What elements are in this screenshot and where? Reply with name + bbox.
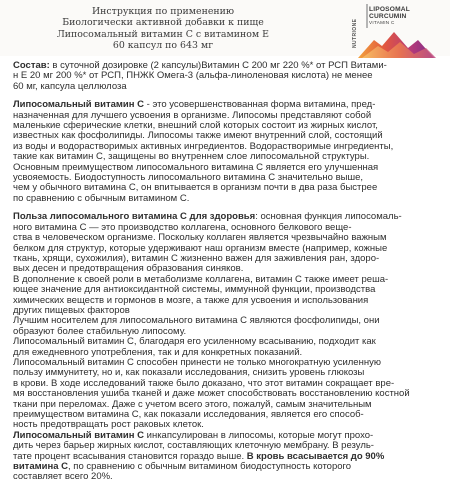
section-liposomal-intro [13, 100, 441, 204]
section2-line-1: : основная функция липосомаль- [255, 211, 402, 223]
composition-line-2: н Е 20 мг 200 %* от РСП, ПНЖК Омега-3 (альфа-линоленовая кислота) не менее [13, 70, 373, 82]
section3-line-1: инкапсулирован в липосомы, которые могут прохо- [144, 429, 374, 441]
section2-line-7: В дополнение к своей роли в метаболизме коллагена, витамин С также имеет реша- [13, 273, 389, 285]
section3-line-4a: витамина С [13, 461, 69, 473]
section1-line-6: такие как витамин С, защищены во внутреннем слое липосомальной структуры. [13, 151, 370, 163]
section1-line-4: известных как фосфолипиды. Липосомы также имеют внутренний слой, состоящий [13, 130, 383, 142]
section2-line-5: ткань, хрящи, сухожилия), витамин С жизненно важен для заживления ран, здоро- [13, 252, 380, 264]
section1-line-3: маленькие сферические клетки, внешний слой которых состоит из жирных кислот, [13, 120, 378, 132]
section1-line-5: из воды и водорастворимых активных ингредиентов. Водорастворимые ингредиенты, [13, 140, 394, 152]
section2-line-21: ность предотвращать рост раковых клеток. [13, 419, 204, 431]
section2-line-16: пользу иммунитету, но и, как показали исследования, снизить уровень глюкозы [13, 367, 365, 379]
section3-line-3b: В кровь всасывается до 90% [246, 450, 385, 462]
section2-line-12: образуют более стабильную липосому. [13, 325, 187, 337]
section1-line-10: по сравнению с обычным витамином С. [13, 192, 190, 204]
title-line-2: Биологически активной добавки к пище [62, 17, 264, 29]
brand-vertical-name: NUTRIONE [352, 18, 358, 48]
section2-line-11: Лучшим носителем для липосомального витамина С являются фосфолипиды, они [13, 315, 380, 327]
section1-line-7: Основным преимуществом липосомального витамина С является его улучшенная [13, 161, 379, 173]
section2-line-14: для ежедневного употребления, так и для конкретных показаний. [13, 346, 303, 358]
brand-vitamin-text: VITAMIN C [369, 20, 395, 25]
brand-curcumin-text: CURCUMIN [369, 13, 407, 20]
section2-line-20: преимуществом витамина С, как показали исследования, является его способ- [13, 409, 364, 420]
section2-line-4: белком для структур, которые удерживают наш организм вместе (например, кожные [13, 242, 388, 254]
section2-line-19: ткани при переломах. Даже с учетом всего этого, пожалуй, самым значительным [13, 398, 372, 410]
section2-line-10: других пищевых факторов [13, 304, 130, 316]
section2-line-9: химических веществ и гормонов в мозге, а также для усвоения и использования [13, 294, 369, 306]
section1-line-2: назначенная для лучшего усвоения в организме. Липосомы представляют собой [13, 109, 372, 121]
section2-line-17: в крови. В ходе исследований также было доказано, что этот витамин сокращает вре- [13, 377, 395, 389]
section2-line-3: ства в человеческом организме. Поскольку коллаген является чрезвычайно важным [13, 232, 387, 244]
title-line-1: Инструкция по применению [91, 6, 235, 17]
section3-title: Липосомальный витамин С [13, 429, 144, 441]
section2-line-6: вых десен и предотвращения образования синяков. [13, 263, 244, 275]
composition-line-1: в суточной дозировке (2 капсулы)Витамин С 200 мг 220 %* от РСП Витами- [49, 60, 387, 71]
section2-line-15: Липосомальный витамин С способен принести не только многократную усиленную [13, 356, 381, 368]
section3-line-2: дить через барьер жирных кислот, составляющих клеточную мембрану. В резуль- [13, 440, 374, 452]
brand-logo [322, 2, 448, 60]
section1-line-1: - это усовершенствованная форма витамина, пред- [144, 99, 376, 111]
instruction-body [13, 61, 441, 483]
section2-line-18: мя восстановления ушиба тканей и даже может способствовать восстановлению костной [13, 388, 410, 400]
section1-line-9: чем у обычного витамина С, он впитывается в организм почти в два раза быстрее [13, 182, 378, 194]
section-absorption [13, 431, 441, 483]
composition-label: Состав: [13, 60, 50, 71]
title-line-3: Липосомальный витамин С с витамином Е [56, 28, 270, 40]
section2-line-13: Липосомальный витамин С, благодаря его усиленному всасыванию, подходит как [13, 336, 376, 348]
section1-line-8: усвояемость. Биодоступность липосомального витамина С значительно выше, [13, 172, 364, 184]
composition-line-3: 60 мг, капсула целлюлоза [13, 80, 127, 92]
section-health-benefits [13, 212, 441, 431]
section2-title: Польза липосомального витамина С для здоровья [13, 211, 256, 223]
brand-liposomal-text: LIPOSOMAL [369, 6, 410, 13]
composition-paragraph [13, 61, 441, 92]
section3-line-5: составляет всего 20%. [13, 471, 113, 483]
document-title-block [8, 6, 318, 52]
section2-line-8: ющее значение для антиоксидантной системы, иммунной функции, производства [13, 284, 376, 296]
title-line-4: 60 капсул по 643 мг [112, 40, 214, 52]
section3-line-4b: , по сравнению с обычным витамином биодоступность которого [68, 461, 352, 473]
section3-line-3a: тате процент всасывания становится гораздо выше. [13, 450, 247, 462]
section1-title: Липосомальный витамин С [13, 99, 144, 111]
section2-line-2: ного витамина С — это производство коллагена, основного белкового веще- [13, 221, 352, 233]
